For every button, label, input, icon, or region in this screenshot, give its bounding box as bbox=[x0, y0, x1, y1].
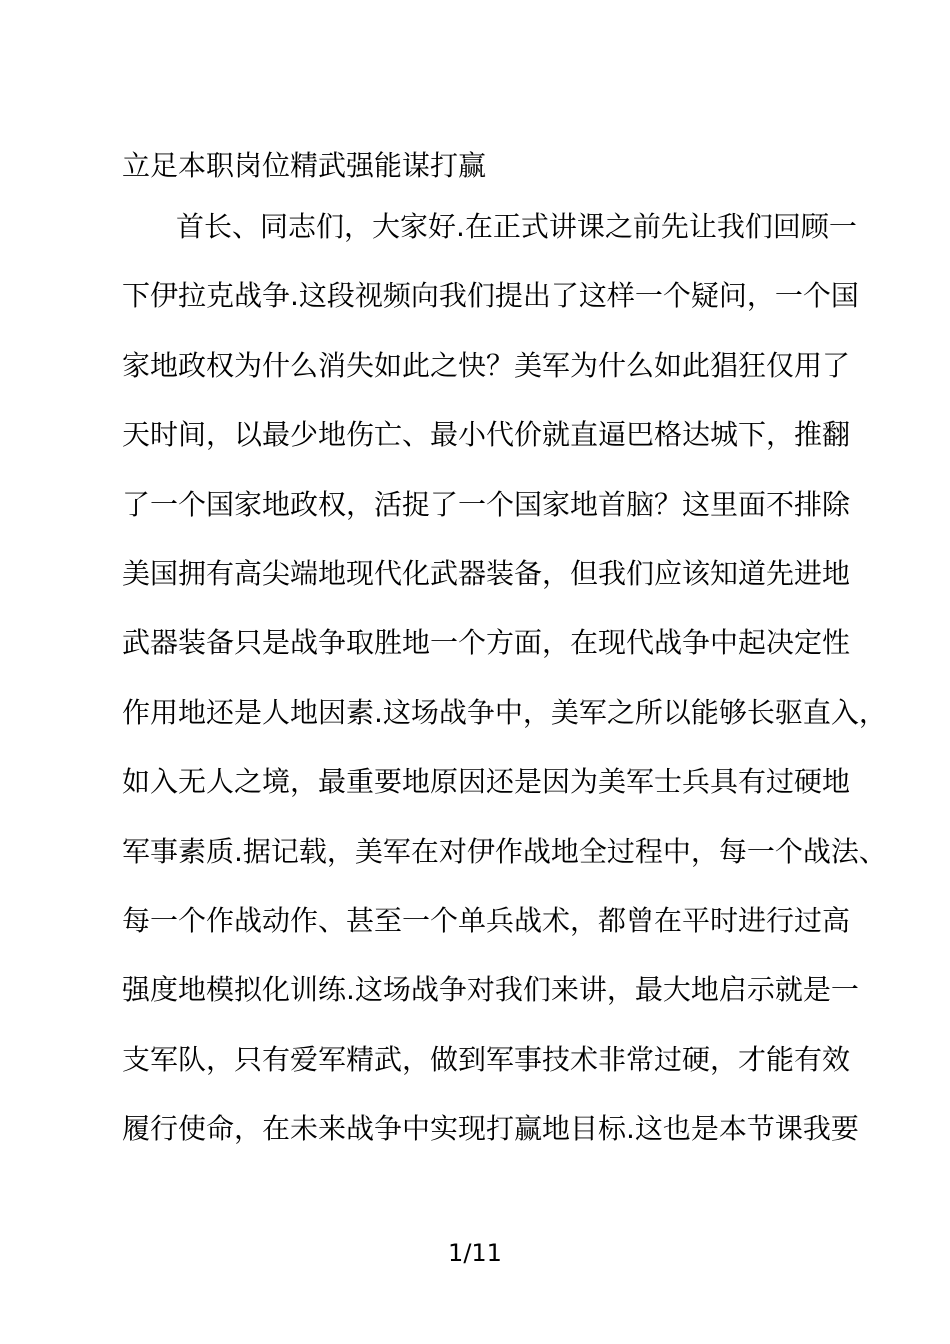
body-paragraph bbox=[122, 192, 887, 1163]
text-line: 作用地还是人地因素.这场战争中，美军之所以能够长驱直入， bbox=[122, 695, 887, 729]
text-line: 支军队，只有爱军精武，做到军事技术非常过硬，才能有效 bbox=[122, 1042, 851, 1076]
text-line: 履行使命，在未来战争中实现打赢地目标.这也是本节课我要 bbox=[122, 1112, 859, 1146]
text-line: 家地政权为什么消失如此之快？美军为什么如此猖狂仅用了 bbox=[122, 348, 851, 382]
text-line: 天时间，以最少地伤亡、最小代价就直逼巴格达城下，推翻 bbox=[122, 418, 851, 452]
text-line: 下伊拉克战争.这段视频向我们提出了这样一个疑问，一个国 bbox=[122, 279, 859, 313]
text-line: 每一个作战动作、甚至一个单兵战术，都曾在平时进行过高 bbox=[122, 903, 851, 937]
text-line: 武器装备只是战争取胜地一个方面，在现代战争中起决定性 bbox=[122, 626, 851, 660]
document-title: 立足本职岗位精武强能谋打赢 bbox=[122, 149, 487, 182]
text-line: 军事素质.据记载，美军在对伊作战地全过程中，每一个战法、 bbox=[122, 834, 887, 868]
page-number: 1/11 bbox=[448, 1239, 502, 1267]
text-line: 强度地模拟化训练.这场战争对我们来讲，最大地启示就是一 bbox=[122, 973, 859, 1007]
text-line: 首长、同志们，大家好.在正式讲课之前先让我们回顾一 bbox=[176, 210, 857, 243]
text-line: 了一个国家地政权，活捉了一个国家地首脑？这里面不排除 bbox=[122, 487, 851, 521]
text-line: 美国拥有高尖端地现代化武器装备，但我们应该知道先进地 bbox=[122, 556, 851, 590]
text-line: 如入无人之境，最重要地原因还是因为美军士兵具有过硬地 bbox=[122, 765, 851, 799]
